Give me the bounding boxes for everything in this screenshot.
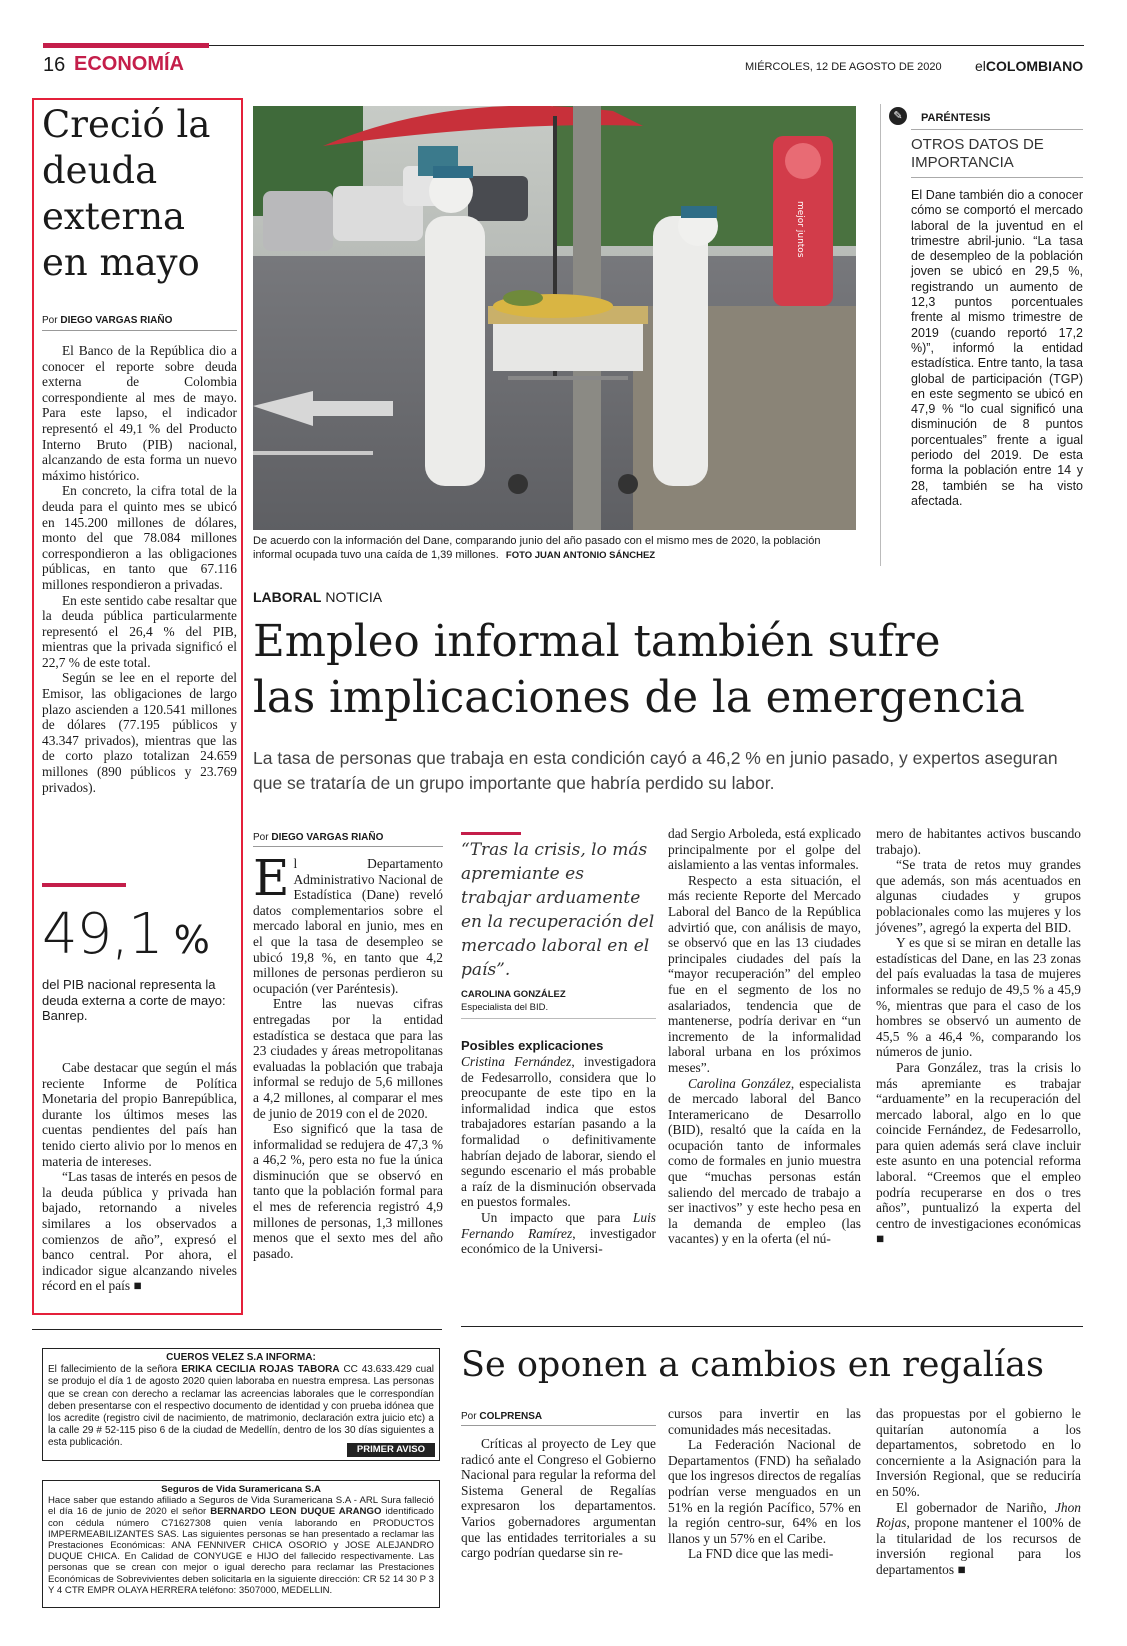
issue-date: MIÉRCOLES, 12 DE AGOSTO DE 2020 bbox=[745, 61, 942, 73]
paragraph: dad Sergio Arboleda, está explicado principalmente por el golpe del aislamiento a las ventas informales. bbox=[668, 826, 861, 873]
photo-credit: FOTO JUAN ANTONIO SÁNCHEZ bbox=[505, 550, 656, 561]
byline-name: DIEGO VARGAS RIAÑO bbox=[60, 315, 173, 326]
quote-author: CAROLINA GONZÁLEZ bbox=[461, 989, 566, 1000]
byline-prefix: Por bbox=[253, 832, 269, 843]
paragraph: “Las tasas de interés en pesos de la deuda pública y privada han bajado, retornando a niveles similares a los observados a comienzos de año”, expresó el banco central. Por ahora, el indicador sigue alcanzando niveles récord en el país ■ bbox=[42, 1169, 237, 1294]
byline-prefix: Por bbox=[42, 315, 58, 326]
masthead-prefix: el bbox=[975, 58, 986, 74]
notice-text: El fallecimiento de la señora ERIKA CECILIA ROJAS TABORA CC 43.633.429 cual se produjo el día 1 de agosto 2020 quien laboraba en nuestra empresa. Las personas que se crean con derecho a reclamar las acreencias laborales que le correspondían deben presentarse con el respectivo documento de identidad y con prueba idónea que los acredite (registro civil de nacimiento, de matrimonio, declaración extra juicio etc) a la calle 29 # 52-115 piso 6 de la ciudad de Medellín, dentro de los 30 días siguientes a esta publicación. bbox=[48, 1364, 434, 1449]
paragraph: cursos para invertir en las comunidades más necesitadas. bbox=[668, 1406, 861, 1437]
paragraph: mero de habitantes activos buscando trabajo). bbox=[876, 826, 1081, 857]
end-mark-icon: ■ bbox=[957, 1561, 966, 1577]
stat-accent-bar bbox=[42, 883, 126, 887]
stat-callout bbox=[42, 902, 210, 967]
article-kicker bbox=[253, 589, 382, 605]
regalias-column-2 bbox=[668, 1406, 861, 1562]
article-photo bbox=[253, 106, 856, 530]
byline-name: COLPRENSA bbox=[479, 1411, 543, 1422]
paragraph: El Departamento Administrativo Nacional de Estadística (Dane) reveló datos complementarios sobre el mercado laboral en junio, mes en el que la tasa de desempleo se ubicó 19,8 %, en tanto que 4,2 millones de personas perdieron su ocupación (ver Paréntesis). bbox=[253, 849, 443, 996]
byline-name: DIEGO VARGAS RIAÑO bbox=[271, 832, 384, 843]
main-byline-rule bbox=[253, 846, 443, 847]
notice-title: Seguros de Vida Suramericana S.A bbox=[161, 1484, 321, 1495]
stat-unit: % bbox=[173, 918, 210, 962]
bottom-divider bbox=[32, 1329, 442, 1330]
dropcap: E bbox=[253, 849, 290, 907]
main-column-3 bbox=[668, 826, 861, 1247]
cart-brand: mejor juntos bbox=[795, 201, 805, 258]
stat-caption: del PIB nacional representa la deuda externa a corte de mayo: Banrep. bbox=[42, 977, 226, 1023]
paragraph: El Banco de la República dio a conocer el reporte sobre deuda externa de Colombia correspondiente al mes de mayo. Para este lapso, el indicador representó el 49,1 % del Producto Interno Bruto (PIB) nacional, alcanzando de esta forma un nuevo máximo histórico. bbox=[42, 343, 237, 483]
end-mark-icon: ■ bbox=[133, 1278, 142, 1294]
paragraph: El gobernador de Nariño, Jhon Rojas, propone mantener el 100% de la titularidad de los recursos de inversión regional para los departamentos ■ bbox=[876, 1499, 1081, 1577]
legal-notice-cueros bbox=[42, 1348, 440, 1461]
header-accent-bar bbox=[43, 43, 209, 48]
regalias-headline: Se oponen a cambios en regalías bbox=[461, 1345, 1045, 1385]
paragraph: En concreto, la cifra total de la deuda para el quinto mes se ubicó en 145.200 millones de dólares, monto del que 78.084 millones correspondieron a las obligaciones públicas, en tanto que 67.116 millones respondieron a privadas. bbox=[42, 483, 237, 592]
notice-title: CUEROS VELEZ S.A INFORMA: bbox=[166, 1352, 316, 1363]
sidebar-byline bbox=[42, 315, 237, 326]
photo-caption bbox=[253, 534, 856, 563]
page-number: 16 bbox=[43, 54, 66, 76]
legal-notice-sura bbox=[42, 1480, 440, 1608]
quote-rule bbox=[461, 1018, 656, 1019]
pin-icon: ✎ bbox=[889, 107, 907, 125]
parentesis-text: El Dane también dio a conocer cómo se comportó el mercado laboral de la juventud en el trimestre abril-junio. “La tasa de desempleo de la población joven se ubicó en 29,5 %, registrando un aumento de 12,3 puntos porcentuales frente al mismo trimestre de 2019 (cuando reportó 17,2 %)”, informó la entidad estadística. Entre tanto, la tasa global de participación (TGP) en este segmento se ubicó en 47,9 % “lo cual significó una disminución de 8 puntos porcentuales” frente a igual periodo del 2019. De esta forma la población entre 14 y 28, también se ha visto afectada. bbox=[911, 188, 1083, 508]
section-name: ECONOMÍA bbox=[74, 53, 184, 75]
bottom-divider-right bbox=[461, 1326, 1083, 1327]
article-headline bbox=[253, 614, 1088, 726]
pull-quote: “Tras la crisis, lo más apremiante es trabajar arduamente en la recuperación del mercado laboral en el país”. bbox=[461, 840, 655, 980]
kicker-bold: LABORAL bbox=[253, 589, 322, 605]
main-byline bbox=[253, 832, 443, 843]
main-column-1 bbox=[253, 849, 443, 1261]
parentesis-label: PARÉNTESIS bbox=[921, 112, 991, 124]
header-rule bbox=[209, 45, 1084, 46]
regalias-column-1 bbox=[461, 1436, 656, 1561]
sidebar-byline-rule bbox=[42, 330, 237, 331]
paragraph: Eso significó que la tasa de informalidad se redujera de 47,3 % a 46,2 %, pero esta no fue la única disminución que se observó en tanto que la población formal para el mes de referencia registró 4,9 millones de personas, 1,3 millones menos que el sexto mes del año pasado. bbox=[253, 1121, 443, 1261]
paragraph: Carolina González, especialista de mercado laboral del Banco Interamericano de Desarrollo (BID), resaltó que la caída en la ocupación tanto de informales como de formales en junio muestra que “muchas personas están saliendo del mercado de trabajo a ser inactivos” y este hecho pesa en la demanda de empleo (las vacantes) y en la oferta (el nú- bbox=[668, 1075, 861, 1247]
paragraph: La FND dice que las medi- bbox=[688, 1546, 834, 1562]
parentesis-rule bbox=[911, 129, 1083, 130]
article-deck: La tasa de personas que trabaja en esta condición cayó a 46,2 % en junio pasado, y expertos aseguran que se trataría de un grupo importante que habría perdido su labor. bbox=[253, 748, 1058, 793]
paragraph: Cabe destacar que según el más reciente Informe de Política Monetaria del propio Banrepública, durante los últimos meses las cuentas pendientes del país han tenido cierto alivio por lo menos en materia de intereses. bbox=[42, 1060, 237, 1169]
regalias-byline bbox=[461, 1411, 656, 1422]
quote-accent-bar bbox=[461, 832, 521, 835]
masthead-name: COLOMBIANO bbox=[985, 58, 1084, 74]
masthead bbox=[975, 58, 1083, 74]
paragraph: Y es que si se miran en detalle las estadísticas del Dane, en las 23 zonas del país evaluadas la tasa de mujeres informales se redujo de 49,5 % a 45,9 %, mientras que para el caso de los hombres se observó un aumento de 45,5 % a 46,4 %, comparando los números de junio. bbox=[876, 935, 1081, 1060]
stat-value: 49,1 bbox=[42, 902, 163, 967]
headline-line: Empleo informal también sufre bbox=[253, 617, 941, 667]
kicker-light: NOTICIA bbox=[325, 589, 383, 605]
notice-text: Hace saber que estando afiliado a Seguros de Vida Suramericana S.A - ARL Sura falleció el día 16 de junio de 2020 el señor BERNARDO LEON DUQUE ARANGO identificado con cédula número C71627308 quien venía laborando en PRODUCTOS IMPERMEABILIZANTES SAS. Las siguientes personas se han presentado a reclamar las Prestaciones Económicas: ANA FENNIVER CHICA OSORIO y JOSE ALEJANDRO DUQUE CHICA. En Calidad de CONYUGE e HIJO del fallecido respectivamente. Las personas que se crean con mejor o igual derecho para reclamar las Prestaciones Económicas de Sobrevivientes deben solicitarla en la siguiente dirección: CR 52 14 30 P 3 Y 4 CTR EMPR OLAYA HERRERA teléfono: 3507000, MEDELLIN. bbox=[48, 1495, 434, 1596]
quote-role: Especialista del BID. bbox=[461, 1002, 549, 1013]
headline-line: las implicaciones de la emergencia bbox=[253, 673, 1025, 723]
byline-prefix: Por bbox=[461, 1411, 477, 1422]
paragraph: Críticas al proyecto de Ley que radicó ante el Congreso el Gobierno Nacional para regular la reforma del Sistema General de Regalías expresaron los departamentos. Varios gobernadores argumentan que las entidades territoriales a su cargo podrían quedarse sin re- bbox=[461, 1436, 656, 1561]
paragraph: Para González, tras la crisis lo más apremiante es trabajar “arduamente” en la recuperación del mercado laboral, algo en lo que coincide Fernández, de Fedesarrollo, para quien además será clave incluir este asunto en una potencial reforma laboral. “Creemos que el empleo podría recuperarse en dos o tres años”, puntualizó la experta del centro de investigaciones económicas ■ bbox=[876, 1059, 1081, 1247]
sidebar-body bbox=[42, 343, 237, 795]
regalias-byline-rule bbox=[461, 1425, 656, 1426]
sidebar-title: Creció la deuda externa en mayo bbox=[42, 103, 211, 284]
paragraph: Un impacto que para Luis Fernando Ramírez, investigador económico de la Universi- bbox=[461, 1209, 656, 1257]
street-vendors-photo bbox=[253, 106, 856, 530]
notice-badge: PRIMER AVISO bbox=[347, 1443, 435, 1457]
paragraph: La Federación Nacional de Departamentos (FND) ha señalado que los ingresos directos de regalías podrían verse menguados en un 51% en la región Pacífico, 57% en la región centro-sur, 64% en los llanos y un 57% en el Caribe. bbox=[668, 1437, 861, 1546]
main-column-4 bbox=[876, 826, 1081, 1247]
main-column-2 bbox=[461, 1054, 656, 1257]
end-mark-icon: ■ bbox=[876, 1231, 885, 1247]
paragraph: En este sentido cabe resaltar que la deuda pública particularmente representó el 26,4 % del PIB, mientras que la privada significó el 22,7 % de este total. bbox=[42, 592, 237, 670]
sidebar-body-continued bbox=[42, 1060, 237, 1294]
parentesis-title: OTROS DATOS DE IMPORTANCIA bbox=[911, 136, 1044, 171]
caption-text: De acuerdo con la información del Dane, comparando junio del año pasado con el mismo mes de 2020, la población informal ocupada tuvo una caída de 1,39 millones. bbox=[253, 535, 821, 561]
parentesis-title-rule bbox=[911, 177, 1083, 178]
paragraph: Cristina Fernández, investigadora de Fedesarrollo, considera que lo preocupante de este tipo en la informalidad indica que estos trabajadores estarían pasando a la formalidad o definitivamente habrían dejado de laborar, siendo el segundo escenario el más probable a raíz de la disminución observada en puestos formales. bbox=[461, 1054, 656, 1210]
regalias-column-3 bbox=[876, 1406, 1081, 1578]
paragraph: Según se lee en el reporte del Emisor, las obligaciones de largo plazo ascienden a 120.541 millones de dólares (77.195 públicos y 43.347 privados), mientras que las de corto plazo totalizan 24.659 millones (890 públicos y 23.769 privados). bbox=[42, 670, 237, 795]
paragraph: das propuestas por el gobierno le quitarían autonomía a los departamentos, sobretodo en lo concerniente a la Asignación para la Inversión Regional, que se reduciría en 50%. bbox=[876, 1406, 1081, 1499]
paragraph: “Se trata de retos muy grandes que además, son más acentuados en algunas ciudades y grupos poblacionales como las mujeres y los jóvenes”, agregó la experta del BID. bbox=[876, 857, 1081, 935]
subhead: Posibles explicaciones bbox=[461, 1038, 604, 1053]
paragraph: Respecto a esta situación, el más reciente Reporte del Mercado Laboral del Banco de la República advirtió que, con análisis de mayo, se observó que en las 13 ciudades principales ciudades del país la “mayor recuperación” del empleo fue en el segmento de los no asalariados, tendencia que de mantenerse, podría derivar en “un incremento de la informalidad laboral urbana en los próximos meses”. bbox=[668, 872, 861, 1075]
paragraph: Entre las nuevas cifras entregadas por la entidad estadística se destaca que para las 23 ciudades y áreas metropolitanas evaluadas la población que trabaja informal se redujo de 5,6 millones a 4,2 millones, al comparar el mes de junio de 2019 con el de 2020. bbox=[253, 996, 443, 1121]
